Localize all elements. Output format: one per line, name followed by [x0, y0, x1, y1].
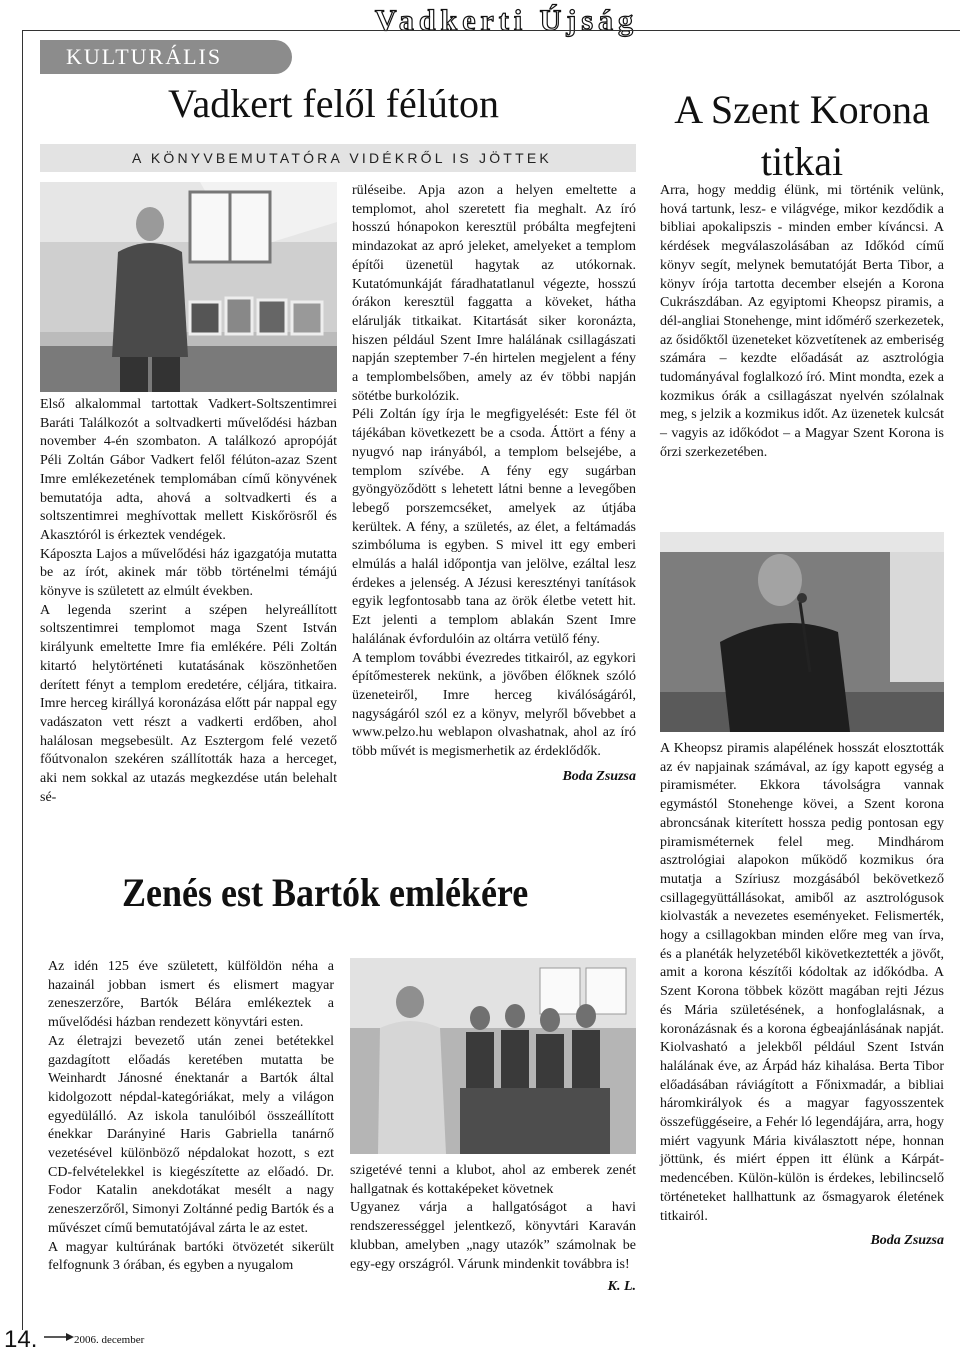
- byline: K. L.: [607, 1279, 636, 1295]
- article-title-korona: A Szent Korona titkai: [674, 87, 930, 184]
- masthead-rule: [22, 30, 960, 31]
- article-title-vadkert: Vadkert felől félúton: [168, 81, 499, 126]
- article3-column-2: [350, 1162, 636, 1297]
- paragraph: Első alkalommal tartottak Vadkert-Soltszentimrei Baráti Találkozót a soltvadkerti művelődési házban november 4-én szombaton. A találkozó apropóját Péli Zoltán Gábor Vadkert felől félúton-azaz Szent Imre emlékezetének templomában című könyvének bemutatója adta, ahová a soltvadkerti és a soltszentimrei meghívottak mellett Kiskőrösről és Akasztóról is érkeztek vendégek.: [40, 397, 337, 543]
- left-margin-rule: [22, 30, 23, 1330]
- article1-column-1: [40, 396, 337, 807]
- article2-column-bottom: [660, 740, 944, 1251]
- article-title-bartok: Zenés est Bartók emlékére: [122, 870, 529, 915]
- choir-photo: [350, 958, 636, 1154]
- paragraph: A legenda szerint a szépen helyreállított soltszentimrei templomot maga Szent István királyunk emeltette Imre fia emlékére. Péli Zoltán kitartó helytörténeti kutatásának köszönhetően derített fényt a templom eredetére, céljára, titkaira. Imre herceg királlyá koronázása előtt pár nappal egy vadászaton vett részt a vadkerti erdőben, ahol halálosan megsebesült. Az Esztergom felé vezető főútvonalon szekéren szállították haza a herceget, aki nem sokkal az utazás megkezdése után belehalt sé-: [40, 602, 337, 805]
- issue-date: 2006. december: [74, 1334, 145, 1346]
- paragraph: Káposzta Lajos a művelődési ház igazgatója mutatta be az írót, akinek már több történelmi témájú könyve is született az elmúlt években.: [40, 546, 337, 600]
- paragraph: A templom további évezredes titkairól, az egykori építőmesterek nekünk, a jövőben élőknek szóló üzeneteiről, Imre herceg kiválóságáról, nagyságáról szól ez a könyv, melyről bővebbet a www.pelzo.hu weblapon olvashatnak, ahol az író több művét is megismerhetik az érdeklődők.: [352, 650, 636, 760]
- article1-column-2: [352, 182, 636, 787]
- paragraph: szigetévé tenni a klubot, ahol az emberek zenét hallgatnak és kottaképeket követnek: [350, 1163, 636, 1197]
- paragraph: rüléseibe. Apja azon a helyen emeltette a templomot, ahol szeretett fia meghalt. Az író hosszú hónapokon keresztül próbálta megfejteni mindazokat az apró jeleket, amelyeket a templom építői üzenetül hagytak az utókornak. Kutatómunkáját fáradhatatlanul végezte, hosszú órákon keresztül faggatta a köveket, hátha elárulják titkaikat. Kitartását siker koronázta, hiszen például Szent Imre halálának csillagászati napján szeptember 7-én hirtelen megjelent a fény a templombelsőben, amely az év többi napján sötétbe burkolózik.: [352, 183, 636, 404]
- speaker-photo: [660, 532, 944, 732]
- section-label: KULTURÁLIS: [40, 40, 292, 74]
- page-number: 14.: [4, 1326, 38, 1353]
- paragraph: Péli Zoltán így írja le megfigyelését: Este fél öt tájékában következett be a csoda. Áttört a fény a nyugvó nap irányából, a templom belsejébe, a templom szívébe. A fény egy sugárban gyöngyöződött s lehetett látni benne a levegőben lebegő porszemcséket, amelyek az útjába kerültek. A fény, a születés, az élet, a feltámadás szimbóluma is egyben. S mivel itt egy emberi elmúlás a halál időpontja van jelölve, ezáltal lesz érdekes a jelenség. A Jézusi keresztényi tanítások egyik legfontosabb tana az örök életbe vetett hit. Ezt jelenti a templom ablakán Szent Imre halálának évfordulóin az oltárra vetülő fény.: [352, 407, 636, 647]
- byline: Boda Zsuzsa: [870, 1233, 944, 1249]
- paragraph: A Kheopsz piramis alapélének hosszát elosztották az év napjainak számával, az így kapott egység a piramisméter. Ekkora távolságra vannak egymástól Stonehenge kövei, a Szent korona abroncsának kiterített hossza pedig pontosan egy piramisméternek felel meg. Mindhárom asztrológiai alapokon működő kozmikus óra mutatja a Szíriusz mozgásából bekövetkező csillagegyüttállásokat, amiből az asztrológusok kiolvasták a nevezetes eseményeket. Felismerték, hogy a csillagokban minden előre meg van írva, és a planéták helyzetéből kikövetkeztették a jövőt, amit a korona készítői kódoltak az időkódba. A Szent Korona többek között magában rejti Jézus és Mária születésének, a honfoglalásnak, a koronázásnak és a korona égbeajánlásának napját. Kiolvasható a jelekből például Szent István halálának éve, az Árpád ház kihalása. Berta Tibor előadásában ráviágított a Főnixmadár, a bibliai háromkirályok és a magyar fagyosszentek összefüggéseire, a Fehér ló legendájára, arra, hogy miért vagyunk Mária kiválasztott népe, honnan jöttünk, és miért éppen itt élünk a Kárpát-medencében. Külön-külön is érdekes, lebilincselő történeteket hallhattunk az ősmagyarok életének titkairól.: [660, 741, 944, 1224]
- article3-column-1: [48, 958, 334, 1276]
- paragraph: A magyar kultúrának bartóki ötvözetét sikerült felfognunk 3 órában, és egyben a nyugalom: [48, 1239, 334, 1274]
- article2-column-top: [660, 182, 944, 463]
- paragraph: Ugyanez várja a hallgatóságot a havi rendszerességgel jelentkező, könyvtári Karaván klubban, amelyben „nagy utazók” számolnak be egy-egy országról. Várunk mindenkit továbbra is!: [350, 1200, 636, 1272]
- author-photo: [40, 182, 337, 392]
- article-subtitle: A KÖNYVBEMUTATÓRA VIDÉKRŐL IS JÖTTEK: [132, 150, 552, 166]
- paragraph: Arra, hogy meddig élünk, mi történik velünk, hová tartunk, lesz- e világvége, mikor kezdődik a bibliai apokalipszis - minden ember kíváncsi. A kérdések megválaszolásában az Időkód című könyv segít, melynek bemutatóját Berta Tibor, a könyv írója tartotta december elsején a Korona Cukrászdában. Az egyiptomi Kheopsz piramis, a dél-angliai Stonehenge, mint időmérő szerkezetek, az ősidőktől üzeneteket közvetítenek az emberiség számára – kezdte előadását az asztrológia tudományával foglalkozó író. Mint mondta, ezek a kozmikus órák a csillagászat nyelvén szólalnak meg, s jelzik a kozmikus időt. Az üzenetek kulcsát – vagyis az időkódot – a Magyar Szent Korona is őrzi szerkezetében.: [660, 183, 944, 460]
- byline: Boda Zsuzsa: [562, 768, 636, 784]
- masthead: Vadkerti Újság: [374, 4, 638, 37]
- arrow-icon: [44, 1330, 74, 1348]
- paragraph: Az idén 125 éve született, külföldön néha a hazainál jobban ismert és elismert magyar zeneszerzőre, Bartók Bélára emlékeztek a művelődési házban rendezett könyvtári esten.: [48, 959, 334, 1031]
- paragraph: Az életrajzi bevezető után zenei betétekkel gazdagított előadás keretében mutatta be Weinhardt Jánosné énektanár a Bartók által kidolgozott népdal-kategóriákat, mely a világon egyedülálló. Az iskola tanulóiból összeállított énekkar Darányiné Haris Gabriella tanárnő vezetésével különböző népdalokat hozott, s ezt CD-felvételekkel is kiegészítette az előadó. Dr. Fodor Katalin anekdotákat mesélt a nagy zeneszerzőről, Simonyi Zoltánné pedig Bartók és a művészet című bemutatójával zárta le az estet.: [48, 1033, 334, 1236]
